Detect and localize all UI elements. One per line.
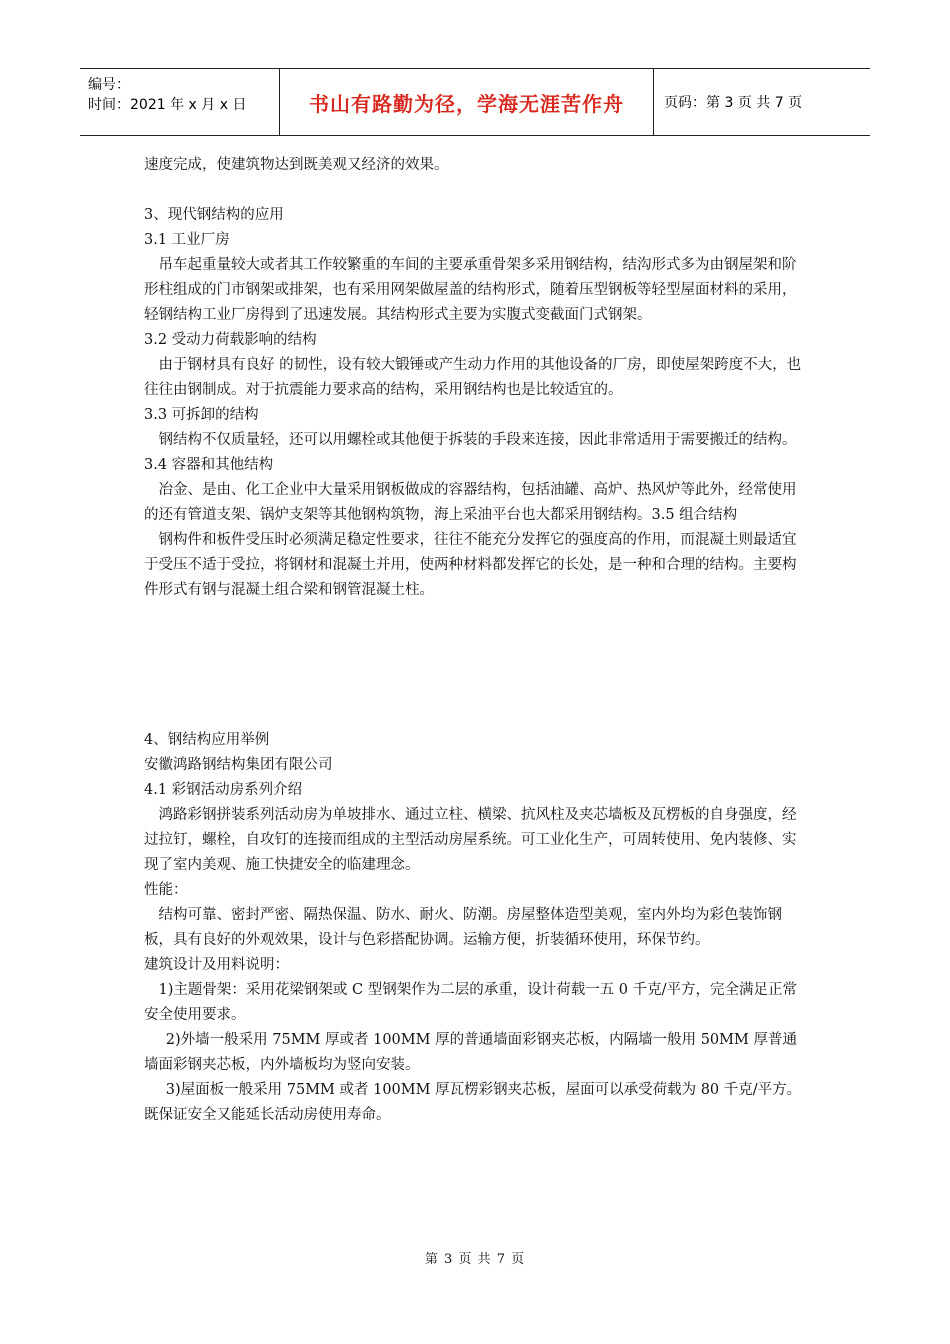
list-item: 1)主题骨架：采用花梁钢架或 C 型钢架作为二层的承重，设计荷载一五 0 千克/平方，完全满足正常安全使用要求。: [144, 982, 798, 1023]
section-heading: 4、钢结构应用举例: [144, 732, 270, 748]
page-footer: 第 3 页 共 7 页: [424, 1252, 526, 1267]
paragraph: 由于钢材具有良好 的韧性，设有较大锻锤或产生动力作用的其他设备的厂房，即使屋架跨度不大，也往往由钢制成。对于抗震能力要求高的结构，采用钢结构也是比较适宜的。: [144, 357, 802, 398]
label-performance: 性能：: [144, 882, 188, 898]
paragraph: 速度完成，使建筑物达到既美观又经济的效果。: [144, 157, 449, 173]
subsection-heading: 3.4 容器和其他结构: [144, 457, 274, 473]
page-header: [80, 68, 870, 136]
paragraph: 结构可靠、密封严密、隔热保温、防水、耐火、防潮。房屋整体造型美观，室内外均为彩色装饰钢板，具有良好的外观效果，设计与色彩搭配协调。运输方便，折装循环使用，环保节约。: [144, 907, 782, 948]
subsection-heading: 3.2 受动力荷载影响的结构: [144, 332, 317, 348]
list-item: 3)屋面板一般采用 75MM 或者 100MM 厚瓦楞彩钢夹芯板，屋面可以承受荷载为 80 千克/平方。既保证安全又能延长活动房使用寿命。: [144, 1082, 802, 1123]
list-item: 2)外墙一般采用 75MM 厚或者 100MM 厚的普通墙面彩钢夹芯板，内隔墙一般用 50MM 厚普通墙面彩钢夹芯板，内外墙板均为竖向安装。: [144, 1032, 797, 1073]
header-meta: [80, 69, 280, 135]
date-line: 时间：2021 年 x 月 x 日: [88, 97, 247, 113]
subsection-heading: 3.1 工业厂房: [144, 232, 230, 248]
label-design: 建筑设计及用料说明：: [144, 957, 289, 973]
subsection-heading: 3.3 可拆卸的结构: [144, 407, 259, 423]
document-body: [144, 153, 808, 1128]
paragraph: 吊车起重量较大或者其工作较繁重的车间的主要承重骨架多采用钢结构，结沟形式多为由钢屋架和阶形柱组成的门市钢架或排架，也有采用网架做屋盖的结构形式，随着压型钢板等轻型屋面材料的采用，轻钢结构工业厂房得到了迅速发展。其结构形式主要为实腹式变截面门式钢架。: [144, 257, 797, 323]
header-page-info: 页码：第 3 页 共 7 页: [664, 95, 803, 111]
paragraph: 钢构件和板件受压时必须满足稳定性要求，往往不能充分发挥它的强度高的作用，而混凝土则最适宜于受压不适于受拉，将钢材和混凝土并用，使两种材料都发挥它的长处，是一种和合理的结构。主要构件形式有钢与混凝土组合梁和钢管混凝土柱。: [144, 532, 797, 598]
header-motto: 书山有路勤为径，学海无涯苦作舟: [280, 69, 654, 135]
section-heading: 3、现代钢结构的应用: [144, 207, 284, 223]
subsection-heading: 4.1 彩钢活动房系列介绍: [144, 782, 303, 798]
paragraph: 冶金、是由、化工企业中大量采用钢板做成的容器结构，包括油罐、高炉、热风炉等此外，经常使用的还有管道支架、锅炉支架等其他钢构筑物，海上采油平台也大都采用钢结构。3.5 组合结构: [144, 482, 797, 523]
paragraph: 鸿路彩钢拼装系列活动房为单坡排水、通过立柱、横梁、抗风柱及夹芯墙板及瓦楞板的自身强度，经过拉钉，螺栓，自攻钉的连接而组成的主型活动房屋系统。可工业化生产，可周转使用、免内装修、实现了室内美观、施工快捷安全的临建理念。: [144, 807, 797, 873]
paragraph: 钢结构不仅质量轻，还可以用螺栓或其他便于拆装的手段来连接，因此非常适用于需要搬迁的结构。: [158, 432, 797, 448]
code-label: 编号：: [88, 77, 130, 93]
company-name: 安徽鸿路钢结构集团有限公司: [144, 757, 333, 773]
